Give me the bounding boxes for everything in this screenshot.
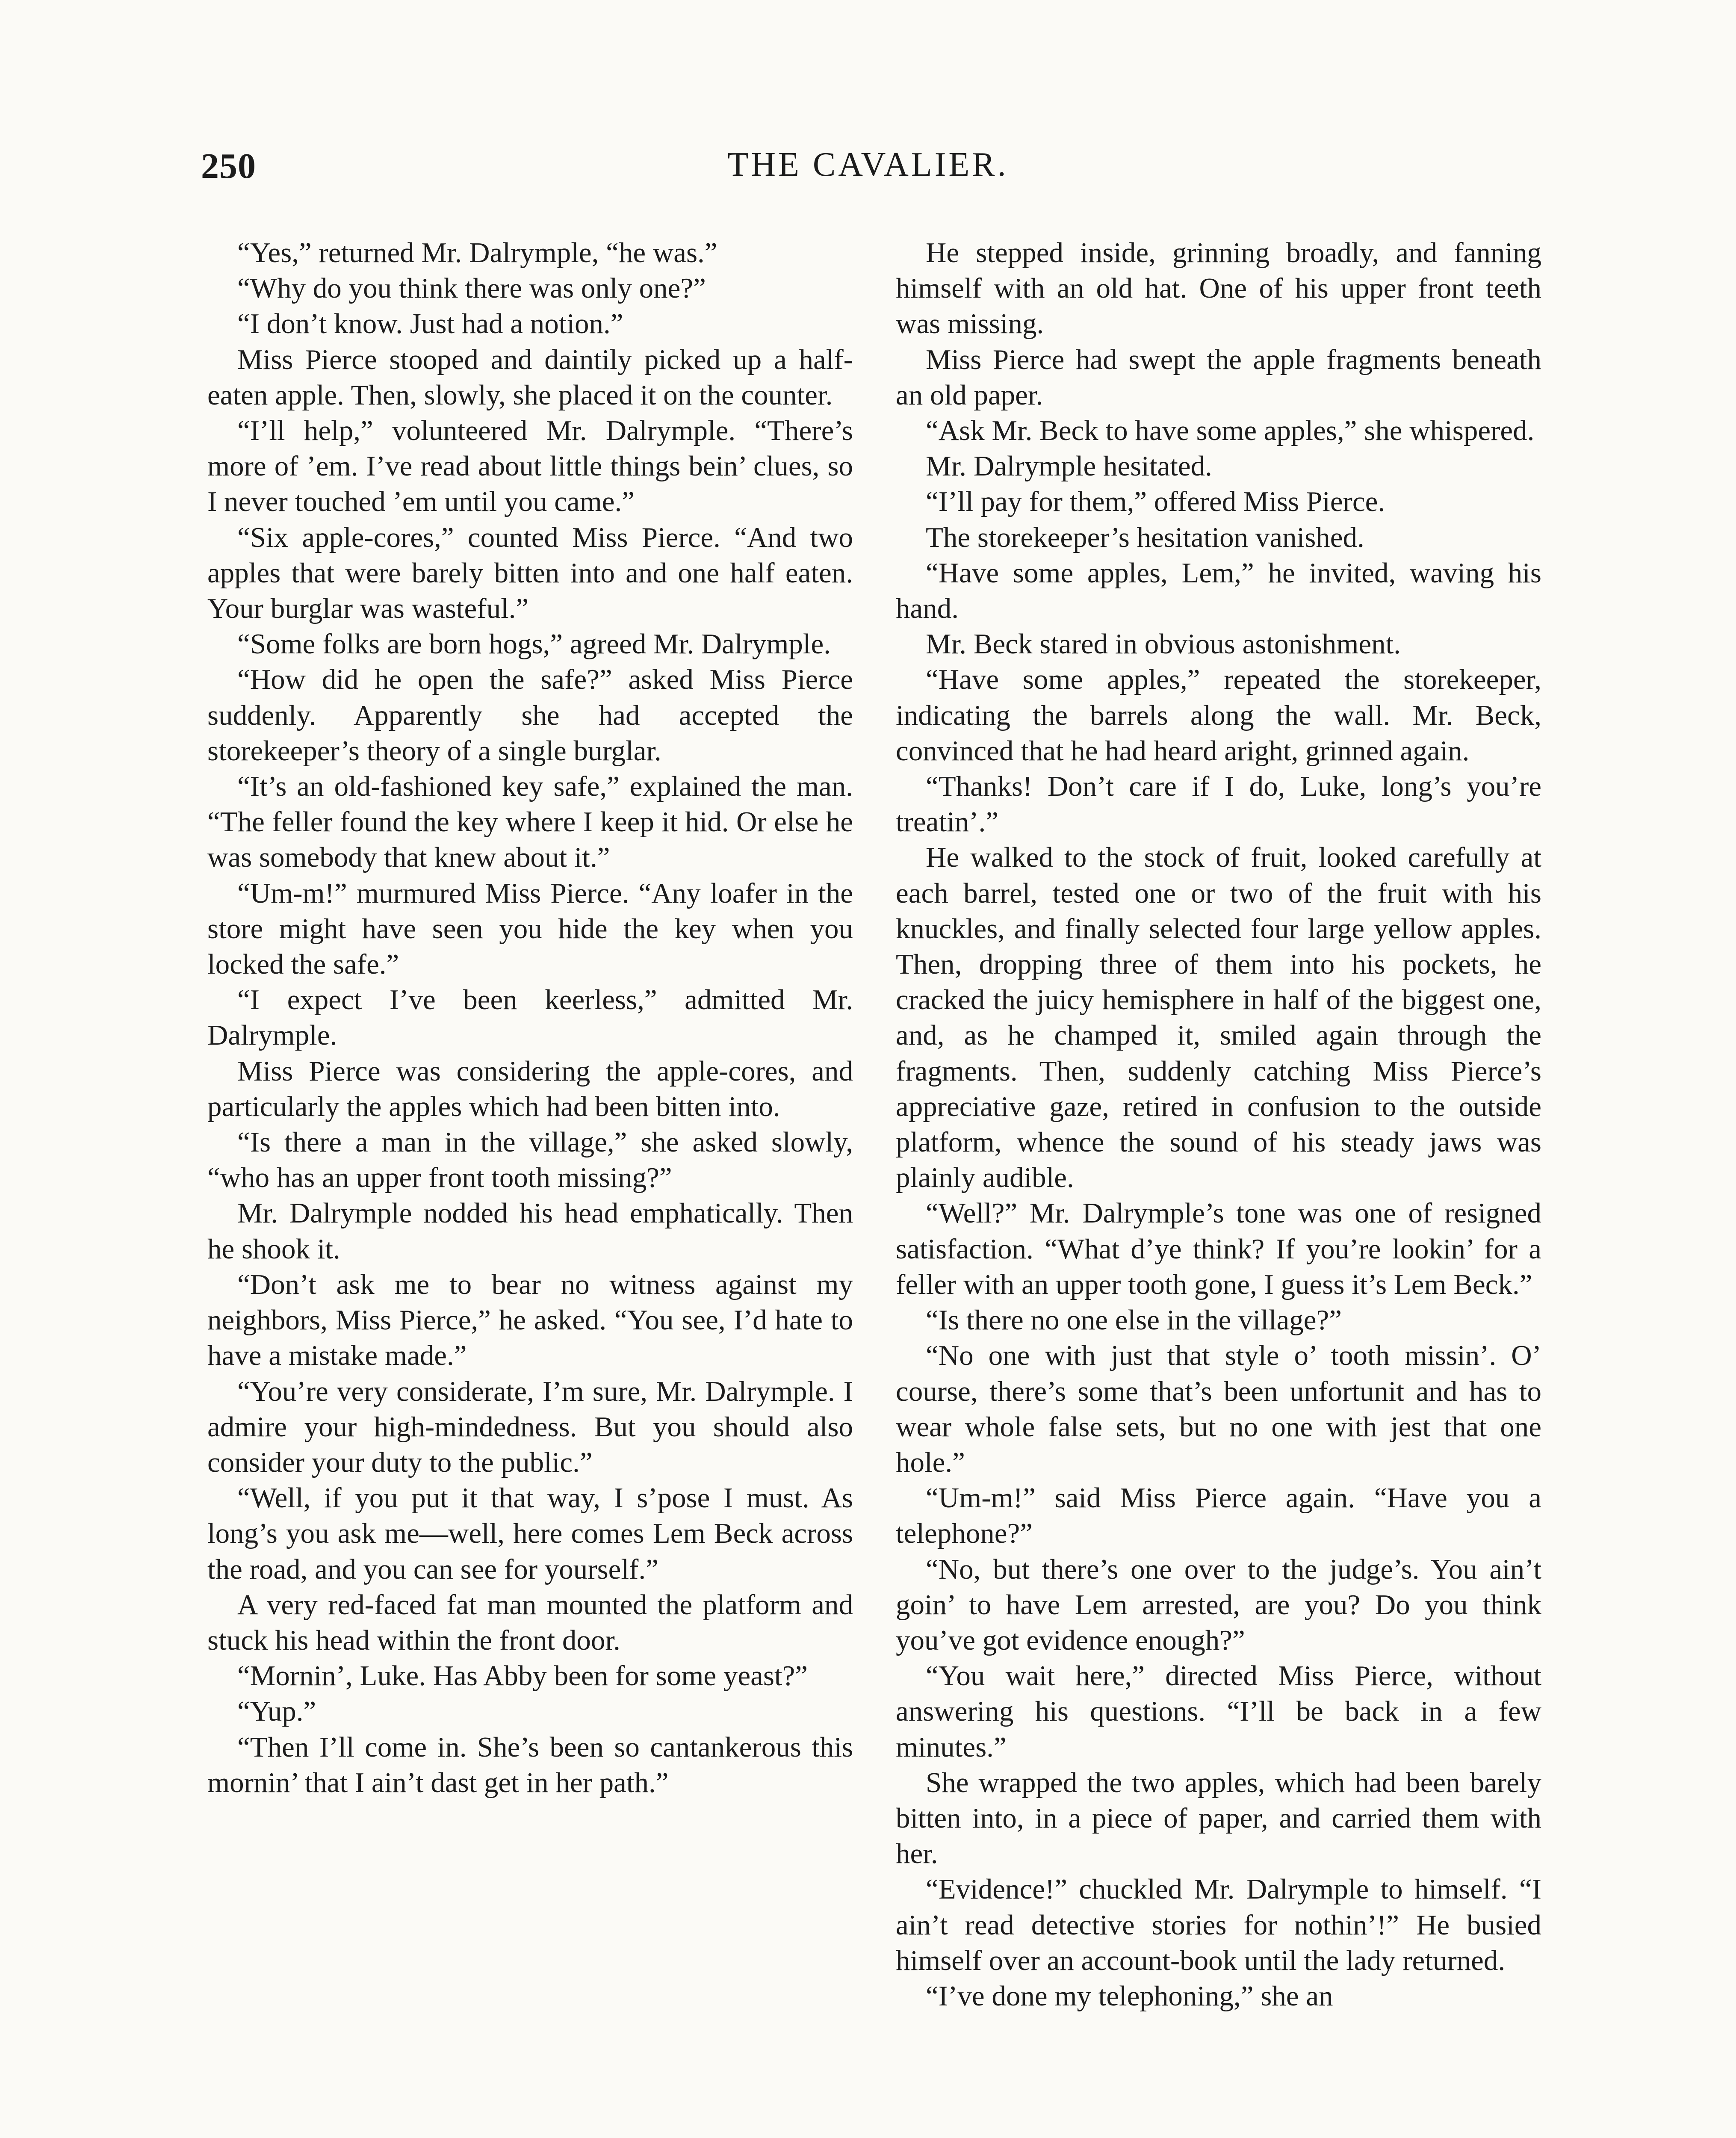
paragraph: “Yup.” bbox=[237, 1695, 316, 1728]
paragraph: He walked to the stock of fruit, looked carefully at each barrel, tested one or two of the fruit with his knuckles, and finally selected four large yellow apples. Then, dropping three of them into his pockets, he cracked the juicy hemisphere in half of the biggest one, and, as he champed it, smiled again through the fragments. Then, suddenly catching Miss Pierce’s appreciative gaze, retired in confusion to the outside platform, whence the sound of his steady jaws was plainly audible. bbox=[896, 842, 1541, 1194]
paragraph: “I’ll pay for them,” offered Miss Pierce. bbox=[926, 486, 1385, 518]
paragraph: She wrapped the two apples, which had been barely bitten into, in a piece of paper, and carried them with her. bbox=[896, 1766, 1541, 1870]
paragraph: “I expect I’ve been keerless,” admitted Mr. Dalrymple. bbox=[207, 984, 853, 1051]
paragraph: Mr. Dalrymple nodded his head emphatically. Then he shook it. bbox=[207, 1197, 853, 1265]
paragraph: The storekeeper’s hesitation vanished. bbox=[926, 521, 1364, 553]
paragraph: “Mornin’, Luke. Has Abby been for some yeast?” bbox=[237, 1660, 808, 1692]
paragraph: “Have some apples,” repeated the storekeeper, indicating the barrels along the wall. Mr. Beck, convinced that he had heard aright, grinned again. bbox=[896, 664, 1541, 767]
right-column bbox=[896, 235, 1541, 2014]
paragraph: Mr. Beck stared in obvious astonishment. bbox=[926, 628, 1401, 660]
paragraph: “Is there no one else in the village?” bbox=[926, 1304, 1342, 1336]
paragraph: Mr. Dalrymple hesitated. bbox=[926, 450, 1212, 482]
paragraph: “Ask Mr. Beck to have some apples,” she whispered. bbox=[926, 415, 1535, 447]
paragraph: He stepped inside, grinning broadly, and fanning himself with an old hat. One of his upper front teeth was missing. bbox=[896, 237, 1541, 340]
paragraph: “You wait here,” directed Miss Pierce, without answering his questions. “I’ll be back in a few minutes.” bbox=[896, 1660, 1541, 1763]
paragraph: “You’re very considerate, I’m sure, Mr. Dalrymple. I admire your high-mindedness. But you should also consider your duty to the public.” bbox=[207, 1375, 853, 1478]
paragraph: “No one with just that style o’ tooth missin’. O’ course, there’s some that’s been unfortunit and has to wear whole false sets, but no one with jest that one hole.” bbox=[896, 1340, 1541, 1478]
paragraph: “Some folks are born hogs,” agreed Mr. Dalrymple. bbox=[237, 628, 831, 660]
paragraph: “Yes,” returned Mr. Dalrymple, “he was.” bbox=[237, 237, 717, 269]
paragraph: “I’ve done my telephoning,” she an bbox=[926, 1980, 1333, 2012]
paragraph: “Is there a man in the village,” she asked slowly, “who has an upper front tooth missing?” bbox=[207, 1126, 853, 1194]
paragraph: Miss Pierce had swept the apple fragments beneath an old paper. bbox=[896, 343, 1541, 411]
paragraph: Miss Pierce was considering the apple-cores, and particularly the apples which had been bitten into. bbox=[207, 1055, 853, 1122]
paragraph: “Six apple-cores,” counted Miss Pierce. “And two apples that were barely bitten into and one half eaten. Your burglar was wasteful.” bbox=[207, 521, 853, 625]
paragraph: “I’ll help,” volunteered Mr. Dalrymple. “There’s more of ’em. I’ve read about little things bein’ clues, so I never touched ’em until you came.” bbox=[207, 415, 853, 518]
paragraph: “Why do you think there was only one?” bbox=[237, 272, 706, 304]
paragraph: “Well?” Mr. Dalrymple’s tone was one of resigned satisfaction. “What d’ye think? If you’re lookin’ for a feller with an upper tooth gone, I guess it’s Lem Beck.” bbox=[896, 1197, 1541, 1300]
paragraph: “Um-m!” murmured Miss Pierce. “Any loafer in the store might have seen you hide the key when you locked the safe.” bbox=[207, 877, 853, 980]
paragraph: “Have some apples, Lem,” he invited, waving his hand. bbox=[896, 557, 1541, 625]
paragraph: “How did he open the safe?” asked Miss Pierce suddenly. Apparently she had accepted the storekeeper’s theory of a single burglar. bbox=[207, 664, 853, 767]
page-number: 250 bbox=[201, 146, 256, 186]
paragraph: “Well, if you put it that way, I s’pose I must. As long’s you ask me—well, here comes Lem Beck across the road, and you can see for yourself.” bbox=[207, 1482, 853, 1585]
paragraph: “Evidence!” chuckled Mr. Dalrymple to himself. “I ain’t read detective stories for nothin’!” He busied himself over an account-book until the lady returned. bbox=[896, 1873, 1541, 1976]
paragraph: “Um-m!” said Miss Pierce again. “Have you a telephone?” bbox=[896, 1482, 1541, 1550]
paragraph: Miss Pierce stooped and daintily picked up a half-eaten apple. Then, slowly, she placed it on the counter. bbox=[207, 343, 853, 411]
paragraph: A very red-faced fat man mounted the platform and stuck his head within the front door. bbox=[207, 1589, 853, 1656]
paragraph: “Then I’ll come in. She’s been so cantankerous this mornin’ that I ain’t dast get in her path.” bbox=[207, 1731, 853, 1798]
paragraph: “Don’t ask me to bear no witness against my neighbors, Miss Pierce,” he asked. “You see, I’d hate to have a mistake made.” bbox=[207, 1268, 853, 1372]
paragraph: “No, but there’s one over to the judge’s. You ain’t goin’ to have Lem arrested, are you? Do you think you’ve got evidence enough?” bbox=[896, 1553, 1541, 1656]
left-column bbox=[207, 235, 853, 1801]
running-head: THE CAVALIER. bbox=[727, 146, 1009, 183]
paragraph: “I don’t know. Just had a notion.” bbox=[237, 308, 623, 340]
paragraph: “It’s an old-fashioned key safe,” explained the man. “The feller found the key where I keep it hid. Or else he was somebody that knew about it.” bbox=[207, 771, 853, 874]
paragraph: “Thanks! Don’t care if I do, Luke, long’s you’re treatin’.” bbox=[896, 771, 1541, 838]
